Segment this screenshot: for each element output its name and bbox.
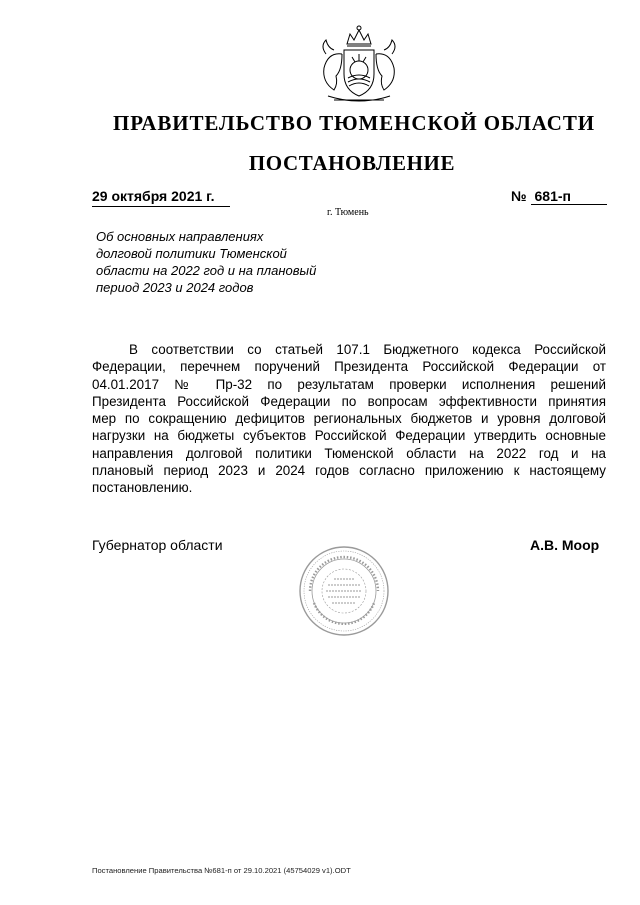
document-date: 29 октября 2021 г. (92, 188, 230, 207)
document-subject (96, 228, 346, 296)
subject-line: области на 2022 год и на плановый (96, 263, 317, 278)
signatory-position: Губернатор области (92, 537, 223, 553)
body-paragraph (92, 341, 606, 497)
subject-line: период 2023 и 2024 годов (96, 280, 254, 295)
coat-of-arms-icon (314, 24, 404, 106)
number-label: № (511, 188, 527, 204)
official-seal-icon (298, 545, 390, 637)
body-line: направления долговой политики Тюменской области на 2022 год и на (92, 445, 606, 461)
body-line: нагрузки на бюджеты субъектов Российской Федерации утвердить основные (92, 428, 606, 444)
body-line: В соответствии со статьей 107.1 Бюджетного кодекса Российской (129, 342, 606, 357)
city-label: г. Тюмень (327, 207, 369, 218)
subject-line: Об основных направлениях (96, 229, 264, 244)
government-title: ПРАВИТЕЛЬСТВО ТЮМЕНСКОЙ ОБЛАСТИ (113, 111, 595, 135)
body-line: плановый период 2023 и 2024 годов согласно приложению к настоящему (92, 463, 606, 479)
body-line: мер по сокращению дефицитов региональных бюджетов и уровня долговой (92, 411, 606, 427)
document-type: ПОСТАНОВЛЕНИЕ (248, 151, 456, 175)
footer-file-info: Постановление Правительства №681-п от 29.10.2021 (45754029 v1).ODT (92, 866, 351, 875)
body-line: Федерации, перечнем поручений Президента Российской Федерации от (92, 359, 606, 375)
body-line: Президента Российской Федерации по вопросам эффективности принятия (92, 393, 606, 409)
number-value: 681-п (531, 188, 607, 205)
subject-line: долговой политики Тюменской (96, 246, 287, 261)
document-number (511, 188, 605, 206)
body-line: 04.01.2017 № Пр-32 по результатам проверки исполнения решений (92, 376, 606, 392)
signatory-name: А.В. Моор (530, 537, 600, 553)
body-line: постановлению. (92, 480, 193, 496)
